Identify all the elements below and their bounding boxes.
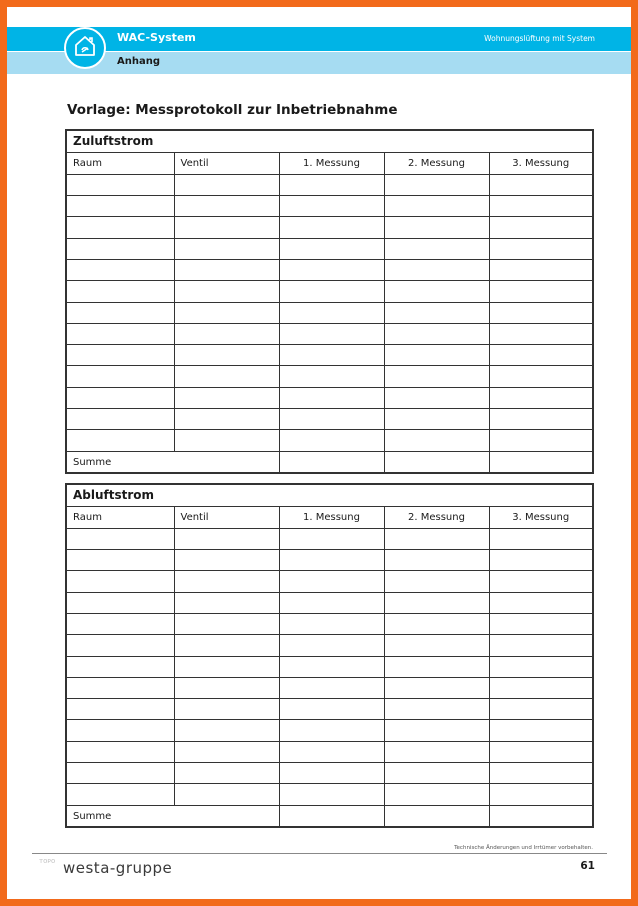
table-row <box>67 387 592 408</box>
table-cell[interactable] <box>489 741 592 762</box>
table-cell[interactable] <box>384 784 489 805</box>
table-row <box>67 217 592 238</box>
table-cell[interactable] <box>384 720 489 741</box>
table-cell[interactable] <box>489 699 592 720</box>
table-row <box>67 196 592 217</box>
table-cell[interactable] <box>384 592 489 613</box>
table-cell[interactable] <box>384 528 489 549</box>
table-cell[interactable] <box>384 550 489 571</box>
table-row <box>67 763 592 784</box>
table-cell[interactable] <box>279 259 384 280</box>
table-cell[interactable] <box>489 528 592 549</box>
table-cell[interactable] <box>489 281 592 302</box>
table-cell[interactable] <box>384 366 489 387</box>
header-tagline: Wohnungslüftung mit System <box>484 34 595 43</box>
column-header-ventil: Ventil <box>174 507 279 528</box>
table-cell[interactable] <box>67 409 174 430</box>
table-cell[interactable] <box>67 784 174 805</box>
table-cell[interactable] <box>67 656 174 677</box>
table-row <box>67 699 592 720</box>
document-page <box>7 7 631 899</box>
table-cell[interactable] <box>489 451 592 472</box>
table-cell[interactable] <box>384 238 489 259</box>
table-row <box>67 741 592 762</box>
table-cell[interactable] <box>279 677 384 698</box>
table-cell[interactable] <box>67 763 174 784</box>
abluft-title: Abluftstrom <box>67 485 592 507</box>
table-cell[interactable] <box>279 805 384 826</box>
table-cell[interactable] <box>384 763 489 784</box>
table-row <box>67 366 592 387</box>
table-row <box>67 613 592 634</box>
table-cell[interactable] <box>489 174 592 195</box>
system-title: WAC-System <box>117 31 196 44</box>
table-cell[interactable] <box>67 699 174 720</box>
table-cell[interactable] <box>279 528 384 549</box>
table-cell[interactable] <box>67 528 174 549</box>
table-row <box>67 528 592 549</box>
footer-divider <box>32 853 607 854</box>
document-title: Vorlage: Messprotokoll zur Inbetriebnahme <box>67 102 398 118</box>
table-cell[interactable] <box>67 217 174 238</box>
table-cell[interactable] <box>174 656 279 677</box>
table-cell[interactable] <box>384 571 489 592</box>
table-cell[interactable] <box>489 592 592 613</box>
table-cell[interactable] <box>279 323 384 344</box>
table-cell[interactable] <box>279 345 384 366</box>
table-cell[interactable] <box>174 784 279 805</box>
table-cell[interactable] <box>279 550 384 571</box>
table-cell[interactable] <box>174 720 279 741</box>
footer-faint-text: ᴛᴏᴘᴏ <box>39 857 56 865</box>
column-header-messung-2: 2. Messung <box>384 153 489 174</box>
table-row <box>67 323 592 344</box>
table-cell[interactable] <box>174 387 279 408</box>
table-cell[interactable] <box>384 302 489 323</box>
table-cell[interactable] <box>279 763 384 784</box>
table-cell[interactable] <box>279 784 384 805</box>
table-cell[interactable] <box>279 451 384 472</box>
table-cell[interactable] <box>174 677 279 698</box>
table-cell[interactable] <box>174 174 279 195</box>
table-row <box>67 174 592 195</box>
table-cell[interactable] <box>67 259 174 280</box>
table-cell[interactable] <box>384 217 489 238</box>
table-cell[interactable] <box>174 613 279 634</box>
table-cell[interactable] <box>174 763 279 784</box>
table-cell[interactable] <box>174 550 279 571</box>
table-cell[interactable] <box>174 345 279 366</box>
table-row <box>67 592 592 613</box>
table-row <box>67 635 592 656</box>
table-cell[interactable] <box>174 635 279 656</box>
table-cell[interactable] <box>67 720 174 741</box>
table-cell[interactable] <box>279 592 384 613</box>
table-cell[interactable] <box>67 302 174 323</box>
table-cell[interactable] <box>489 784 592 805</box>
table-cell[interactable] <box>174 302 279 323</box>
table-cell[interactable] <box>489 302 592 323</box>
table-cell[interactable] <box>279 635 384 656</box>
table-cell[interactable] <box>489 430 592 451</box>
table-cell[interactable] <box>489 409 592 430</box>
table-cell[interactable] <box>67 613 174 634</box>
table-cell[interactable] <box>384 259 489 280</box>
table-cell[interactable] <box>279 238 384 259</box>
table-cell[interactable] <box>279 217 384 238</box>
table-cell[interactable] <box>489 366 592 387</box>
table-cell[interactable] <box>489 217 592 238</box>
page-number: 61 <box>580 860 595 872</box>
table-cell[interactable] <box>489 805 592 826</box>
table-cell[interactable] <box>384 451 489 472</box>
table-cell[interactable] <box>279 366 384 387</box>
table-row <box>67 430 592 451</box>
table-cell[interactable] <box>67 571 174 592</box>
table-cell[interactable] <box>174 281 279 302</box>
zuluft-title: Zuluftstrom <box>67 131 592 153</box>
table-cell[interactable] <box>279 571 384 592</box>
column-header-messung-3: 3. Messung <box>489 507 592 528</box>
table-cell[interactable] <box>279 387 384 408</box>
table-cell[interactable] <box>384 635 489 656</box>
house-icon <box>73 34 97 62</box>
logo-badge <box>64 27 106 69</box>
table-cell[interactable] <box>384 430 489 451</box>
table-cell[interactable] <box>279 720 384 741</box>
table-cell[interactable] <box>489 345 592 366</box>
table-cell[interactable] <box>67 174 174 195</box>
table-cell[interactable] <box>174 238 279 259</box>
table-cell[interactable] <box>174 196 279 217</box>
table-row <box>67 302 592 323</box>
table-row <box>67 345 592 366</box>
column-header-messung-1: 1. Messung <box>279 153 384 174</box>
table-row <box>67 720 592 741</box>
table-row <box>67 409 592 430</box>
table-cell[interactable] <box>67 635 174 656</box>
table-cell[interactable] <box>279 281 384 302</box>
zuluft-rows <box>67 174 592 451</box>
table-cell[interactable] <box>279 196 384 217</box>
column-header-messung-2: 2. Messung <box>384 507 489 528</box>
table-cell[interactable] <box>174 741 279 762</box>
table-cell[interactable] <box>489 259 592 280</box>
table-cell[interactable] <box>174 430 279 451</box>
table-cell[interactable] <box>174 592 279 613</box>
table-cell[interactable] <box>67 550 174 571</box>
table-cell[interactable] <box>174 366 279 387</box>
table-cell[interactable] <box>279 699 384 720</box>
table-cell[interactable] <box>489 387 592 408</box>
table-cell[interactable] <box>174 699 279 720</box>
table-cell[interactable] <box>384 805 489 826</box>
column-header-messung-1: 1. Messung <box>279 507 384 528</box>
table-row <box>67 281 592 302</box>
table-cell[interactable] <box>279 409 384 430</box>
table-cell[interactable] <box>489 613 592 634</box>
table-cell[interactable] <box>489 677 592 698</box>
column-header-raum: Raum <box>67 507 174 528</box>
section-title: Anhang <box>117 56 161 67</box>
abluft-sum-row <box>67 805 592 826</box>
table-cell[interactable] <box>489 571 592 592</box>
table-cell[interactable] <box>67 741 174 762</box>
table-cell[interactable] <box>279 430 384 451</box>
table-row <box>67 259 592 280</box>
table-cell[interactable] <box>384 196 489 217</box>
disclaimer-note: Technische Änderungen und Irrtümer vorbehalten. <box>454 845 593 851</box>
table-cell[interactable] <box>174 528 279 549</box>
table-row <box>67 784 592 805</box>
table-cell[interactable] <box>384 613 489 634</box>
brand-logo: westa-gruppe <box>63 859 173 877</box>
table-cell[interactable] <box>489 323 592 344</box>
table-cell[interactable] <box>67 345 174 366</box>
table-cell[interactable] <box>279 741 384 762</box>
table-cell[interactable] <box>489 763 592 784</box>
table-cell[interactable] <box>384 656 489 677</box>
column-header-messung-3: 3. Messung <box>489 153 592 174</box>
table-cell[interactable] <box>67 387 174 408</box>
zuluft-sum-row <box>67 451 592 472</box>
abluft-header-row <box>67 507 592 528</box>
table-cell[interactable] <box>384 677 489 698</box>
zuluft-table <box>65 129 594 474</box>
table-row <box>67 571 592 592</box>
column-header-raum: Raum <box>67 153 174 174</box>
table-cell[interactable] <box>67 677 174 698</box>
table-cell[interactable] <box>67 238 174 259</box>
table-cell[interactable] <box>384 699 489 720</box>
table-cell[interactable] <box>384 387 489 408</box>
table-cell[interactable] <box>67 281 174 302</box>
table-row <box>67 238 592 259</box>
table-cell[interactable] <box>384 741 489 762</box>
table-cell[interactable] <box>279 174 384 195</box>
table-cell[interactable] <box>384 345 489 366</box>
table-cell[interactable] <box>279 656 384 677</box>
table-cell[interactable] <box>279 613 384 634</box>
table-cell[interactable] <box>489 550 592 571</box>
table-cell[interactable] <box>384 281 489 302</box>
table-cell[interactable] <box>67 592 174 613</box>
table-row <box>67 550 592 571</box>
table-cell[interactable] <box>174 259 279 280</box>
table-cell[interactable] <box>489 238 592 259</box>
table-cell[interactable] <box>384 323 489 344</box>
zuluft-header-row <box>67 153 592 174</box>
table-row <box>67 677 592 698</box>
abluft-rows <box>67 528 592 805</box>
table-cell[interactable] <box>67 366 174 387</box>
table-cell[interactable] <box>67 323 174 344</box>
table-cell[interactable] <box>489 720 592 741</box>
table-cell[interactable] <box>67 196 174 217</box>
abluft-table <box>65 483 594 828</box>
table-row <box>67 656 592 677</box>
table-cell[interactable] <box>67 430 174 451</box>
table-cell[interactable] <box>174 323 279 344</box>
table-cell[interactable] <box>174 571 279 592</box>
table-cell[interactable] <box>279 302 384 323</box>
column-header-ventil: Ventil <box>174 153 279 174</box>
table-cell[interactable] <box>384 409 489 430</box>
table-cell[interactable] <box>489 635 592 656</box>
table-cell[interactable] <box>174 217 279 238</box>
zuluft-sum-label: Summe <box>67 451 279 472</box>
table-cell[interactable] <box>384 174 489 195</box>
table-cell[interactable] <box>489 656 592 677</box>
table-cell[interactable] <box>174 409 279 430</box>
table-cell[interactable] <box>489 196 592 217</box>
abluft-sum-label: Summe <box>67 805 279 826</box>
